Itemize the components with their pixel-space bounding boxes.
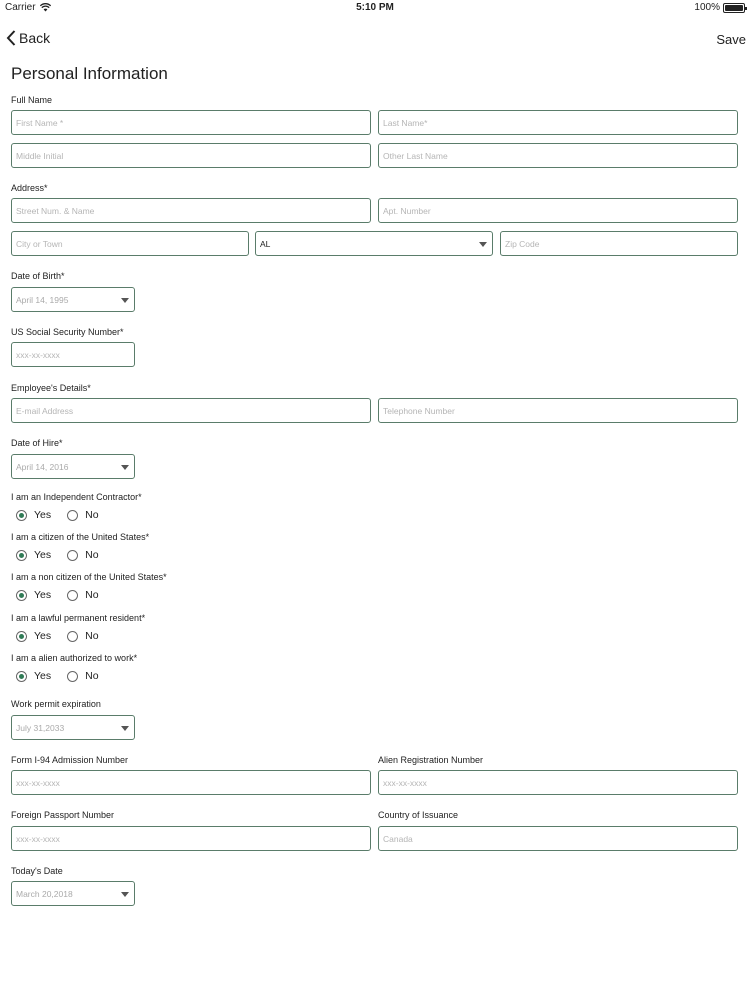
radio-no-label: No (85, 630, 99, 642)
radio-checked-icon[interactable] (16, 631, 27, 642)
radio-unchecked-icon[interactable] (67, 631, 78, 642)
radio-no-label: No (85, 549, 99, 561)
country-field[interactable] (378, 826, 738, 851)
hire-date-select[interactable] (11, 454, 135, 479)
radio-yes-label: Yes (34, 549, 52, 561)
dob-value: April 14, 1995 (16, 295, 69, 305)
chevron-down-icon (121, 465, 129, 470)
radio-option-no[interactable] (67, 670, 98, 682)
radio-option-no[interactable] (67, 509, 98, 521)
passport-label: Foreign Passport Number (11, 810, 115, 820)
question-label: I am a non citizen of the United States* (11, 572, 167, 582)
radio-option-yes[interactable] (16, 589, 51, 601)
radio-no-label: No (85, 589, 99, 601)
i94-label: Form I-94 Admission Number (11, 755, 129, 765)
other-last-name-field[interactable] (378, 143, 738, 168)
radio-yes-label: Yes (34, 589, 52, 601)
apt-number-input[interactable] (379, 199, 737, 222)
radio-checked-icon[interactable] (16, 671, 27, 682)
ssn-label: US Social Security Number* (11, 327, 124, 337)
state-select[interactable] (255, 231, 493, 256)
radio-option-yes[interactable] (16, 630, 51, 642)
ssn-field[interactable] (11, 342, 135, 367)
alien-registration-input[interactable] (379, 771, 737, 794)
hire-date-label: Date of Hire* (11, 438, 63, 448)
country-input[interactable] (379, 827, 737, 850)
dob-label: Date of Birth* (11, 271, 65, 281)
radio-unchecked-icon[interactable] (67, 671, 78, 682)
apt-number-field[interactable] (378, 198, 738, 223)
chevron-left-icon (6, 30, 16, 46)
middle-initial-input[interactable] (12, 144, 370, 167)
full-name-label: Full Name (11, 95, 53, 105)
last-name-field[interactable] (378, 110, 738, 135)
page-title: Personal Information (11, 64, 168, 83)
battery-icon (723, 3, 745, 13)
clock: 5:10 PM (356, 2, 394, 13)
question-label: I am an Independent Contractor* (11, 492, 142, 502)
street-input[interactable] (12, 199, 370, 222)
status-bar (0, 0, 750, 16)
address-label: Address* (11, 183, 48, 193)
employee-details-label: Employee's Details* (11, 383, 91, 393)
first-name-input[interactable] (12, 111, 370, 134)
radio-option-yes[interactable] (16, 670, 51, 682)
alien-authorized-group (16, 670, 115, 682)
i94-input[interactable] (12, 771, 370, 794)
radio-option-yes[interactable] (16, 509, 51, 521)
radio-unchecked-icon[interactable] (67, 590, 78, 601)
independent-contractor-group (16, 509, 115, 521)
chevron-down-icon (121, 892, 129, 897)
dob-select[interactable] (11, 287, 135, 312)
chevron-down-icon (121, 298, 129, 303)
question-label: I am a lawful permanent resident* (11, 613, 146, 623)
street-field[interactable] (11, 198, 371, 223)
todays-date-label: Today's Date (11, 866, 63, 876)
radio-no-label: No (85, 509, 99, 521)
i94-field[interactable] (11, 770, 371, 795)
radio-yes-label: Yes (34, 670, 52, 682)
country-label: Country of Issuance (378, 810, 459, 820)
zip-code-input[interactable] (501, 232, 737, 255)
email-input[interactable] (12, 399, 370, 422)
battery-percent: 100% (694, 2, 720, 13)
radio-no-label: No (85, 670, 99, 682)
work-permit-label: Work permit expiration (11, 699, 101, 709)
back-button[interactable] (6, 30, 50, 46)
first-name-field[interactable] (11, 110, 371, 135)
radio-yes-label: Yes (34, 630, 52, 642)
radio-option-no[interactable] (67, 549, 98, 561)
question-label: I am a alien authorized to work* (11, 653, 138, 663)
save-button[interactable]: Save (716, 32, 746, 47)
state-value: AL (260, 239, 271, 249)
radio-yes-label: Yes (34, 509, 52, 521)
other-last-name-input[interactable] (379, 144, 737, 167)
todays-date-select[interactable] (11, 881, 135, 906)
question-label: I am a citizen of the United States* (11, 532, 150, 542)
non-citizen-group (16, 589, 115, 601)
hire-date-value: April 14, 2016 (16, 462, 69, 472)
chevron-down-icon (479, 242, 487, 247)
navigation-bar (0, 28, 750, 54)
email-field[interactable] (11, 398, 371, 423)
back-label: Back (19, 30, 51, 46)
telephone-field[interactable] (378, 398, 738, 423)
radio-option-no[interactable] (67, 589, 98, 601)
work-permit-value: July 31,2033 (16, 723, 65, 733)
work-permit-select[interactable] (11, 715, 135, 740)
city-field[interactable] (11, 231, 249, 256)
city-input[interactable] (12, 232, 248, 255)
radio-checked-icon[interactable] (16, 590, 27, 601)
todays-date-value: March 20,2018 (16, 889, 73, 899)
middle-initial-field[interactable] (11, 143, 371, 168)
last-name-input[interactable] (379, 111, 737, 134)
alien-registration-field[interactable] (378, 770, 738, 795)
alien-registration-label: Alien Registration Number (378, 755, 484, 765)
passport-input[interactable] (12, 827, 370, 850)
radio-unchecked-icon[interactable] (67, 510, 78, 521)
passport-field[interactable] (11, 826, 371, 851)
radio-unchecked-icon[interactable] (67, 550, 78, 561)
ssn-input[interactable] (12, 343, 134, 366)
chevron-down-icon (121, 726, 129, 731)
permanent-resident-group (16, 630, 115, 642)
carrier-label: Carrier (5, 2, 36, 13)
radio-option-yes[interactable] (16, 549, 51, 561)
us-citizen-group (16, 549, 115, 561)
radio-checked-icon[interactable] (16, 510, 27, 521)
zip-code-field[interactable] (500, 231, 738, 256)
radio-option-no[interactable] (67, 630, 98, 642)
battery-indicator (694, 2, 745, 13)
telephone-input[interactable] (379, 399, 737, 422)
radio-checked-icon[interactable] (16, 550, 27, 561)
